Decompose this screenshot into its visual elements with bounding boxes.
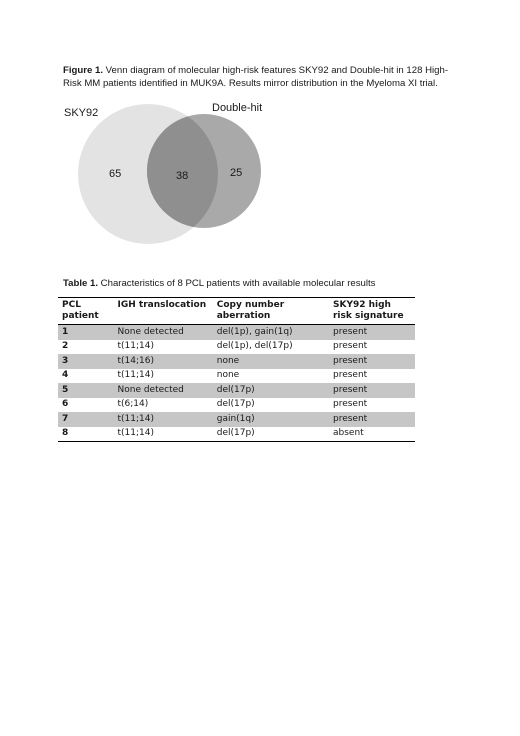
venn-count-overlap: 38 [176,170,189,182]
table-row [58,354,415,369]
cell-patient-id: 2 [62,341,69,352]
cell-copy-number: none [216,370,240,381]
cell-sky92: present [329,412,415,427]
cell-igh-translocation: t(6;14) [117,399,149,410]
table-row [58,340,415,355]
cell-sky92: present [332,341,368,352]
cell-igh-translocation: t(11;14) [117,370,154,381]
cell-copy-number: del(17p) [213,383,329,398]
cell-igh-translocation: None detected [114,325,213,340]
cell-igh-translocation: None detected [114,383,213,398]
cell-sky92: present [329,383,415,398]
header-pcl-patient [58,298,114,325]
cell-patient-id: 4 [62,370,69,381]
cell-copy-number: del(17p) [213,427,329,442]
venn-label-sky92: SKY92 [64,107,99,119]
venn-count-sky92-only: 65 [109,168,122,180]
cell-patient-id: 5 [58,383,114,398]
cell-copy-number: del(17p) [216,399,255,410]
table-row [58,325,415,340]
table-row [58,412,415,427]
table-caption [63,278,375,290]
cell-copy-number: del(1p), del(17p) [216,341,293,352]
cell-igh-translocation: t(11;14) [117,341,154,352]
cell-igh-translocation: t(11;14) [114,427,213,442]
cell-patient-id: 1 [58,325,114,340]
table-row [58,369,415,384]
cell-patient-id: 6 [62,399,69,410]
cell-patient-id: 8 [58,427,114,442]
cell-sky92: present [329,354,415,369]
cell-sky92: present [332,370,368,381]
table-row [58,383,415,398]
cell-igh-translocation: t(14;16) [114,354,213,369]
cell-sky92: absent [329,427,415,442]
table-row [58,427,415,442]
table-header-row [58,298,415,325]
pcl-characteristics-table [58,297,415,442]
figure-label: Figure 1. [63,65,103,76]
venn-label-double-hit: Double-hit [212,102,263,114]
cell-sky92: present [329,325,415,340]
header-pcl-patient-text: PCL patient [62,300,99,321]
venn-count-double-hit-only: 25 [230,167,243,179]
table-row [58,398,415,413]
cell-patient-id: 7 [58,412,114,427]
table-label: Table 1. [63,278,99,289]
cell-sky92: present [332,399,368,410]
cell-copy-number: none [213,354,329,369]
venn-diagram [0,0,520,260]
header-copy-number-aberration: Copy number aberration [213,298,329,325]
table-caption-text: Characteristics of 8 PCL patients with available molecular results [98,278,376,289]
header-sky92-signature [329,298,415,325]
cell-copy-number: gain(1q) [213,412,329,427]
figure-caption-text: Venn diagram of molecular high-risk features SKY92 and Double-hit in 128 High-Risk MM patients identified in MUK9A. Results mirror distribution in the Myeloma XI trial. [63,65,449,89]
cell-igh-translocation: t(11;14) [114,412,213,427]
header-igh-translocation: IGH translocation [114,298,213,325]
header-sky92-signature-text: SKY92 high risk signature [332,300,404,321]
cell-patient-id: 3 [58,354,114,369]
cell-copy-number: del(1p), gain(1q) [213,325,329,340]
